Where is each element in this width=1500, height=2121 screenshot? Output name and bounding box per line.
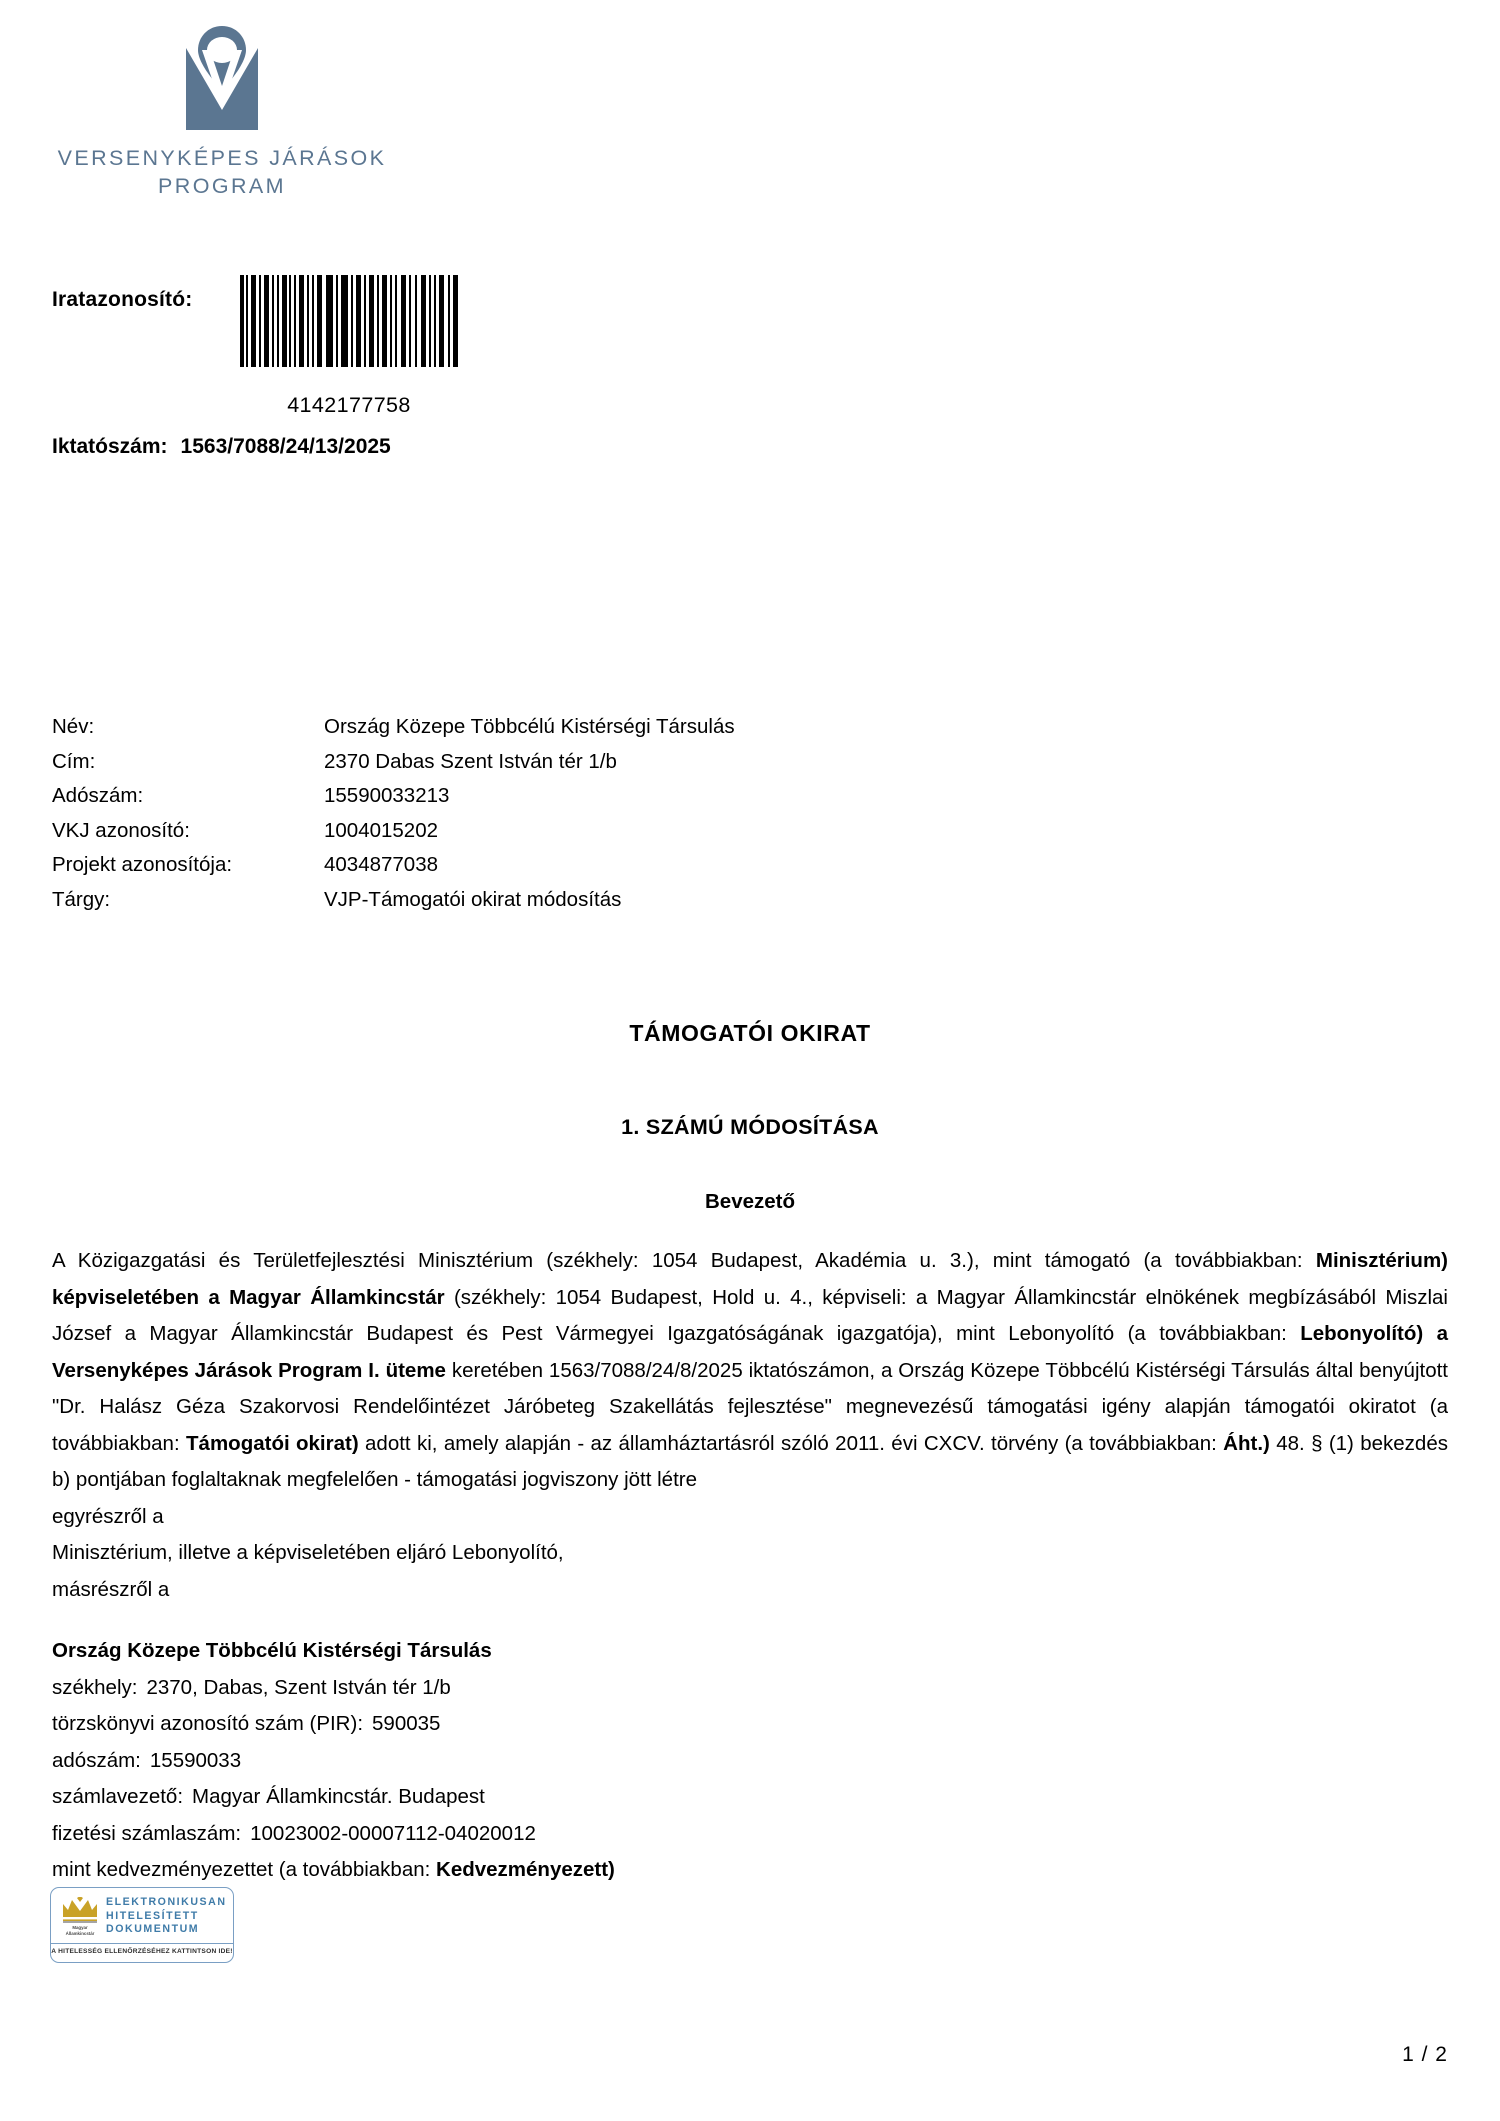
info-value-projekt: 4034877038 (324, 853, 439, 876)
line-egyreszrol: egyrészről a (52, 1504, 164, 1528)
beneficiary-szamlaszam (52, 1816, 615, 1853)
table-row (52, 814, 952, 849)
info-value-adoszam: 15590033213 (324, 784, 450, 807)
document-body (52, 1243, 1448, 1608)
electronic-authentication-badge[interactable] (50, 1887, 234, 1963)
program-logo (52, 26, 392, 201)
pir-label: törzskönyvi azonosító szám (PIR): (52, 1712, 364, 1735)
szamlavezeto-value: Magyar Államkincstár. Budapest (192, 1785, 485, 1808)
auth-line-2: HITELESÍTETT (106, 1909, 199, 1922)
info-key-projekt: Projekt azonosítója: (52, 853, 233, 876)
designation-bold: Kedvezményezett) (436, 1858, 615, 1881)
info-value-targy: VJP-Támogatói okirat módosítás (324, 887, 622, 911)
logo-text (52, 144, 392, 201)
info-value-nev: Ország Közepe Többcélú Kistérségi Társulás (324, 715, 735, 738)
info-value-cim: 2370 Dabas Szent István tér 1/b (324, 749, 617, 773)
para-bold-tamogatoi-okirat: Támogatói okirat) (186, 1431, 359, 1455)
para-bold-aht: Áht.) (1223, 1431, 1270, 1455)
adoszam-label: adószám: (52, 1748, 141, 1772)
beneficiary-designation (52, 1852, 615, 1889)
info-key-targy: Tárgy: (52, 887, 111, 911)
info-key-vkj: VKJ azonosító: (52, 818, 190, 842)
beneficiary-adoszam (52, 1743, 615, 1780)
page-subtitle: 1. SZÁMÚ MÓDOSÍTÁSA (621, 1115, 879, 1139)
iktatoszam-value: 1563/7088/24/13/2025 (180, 435, 391, 458)
logo-text-line2: PROGRAM (158, 174, 286, 199)
beneficiary-szamlavezeto (52, 1779, 615, 1816)
info-value-vkj: 1004015202 (324, 818, 439, 842)
table-row (52, 710, 952, 745)
crown-icon (57, 1897, 103, 1936)
designation-prefix: mint kedvezményezettet (a továbbiakban: (52, 1858, 437, 1881)
barcode (238, 275, 460, 367)
recipient-info-table (52, 710, 952, 917)
vjp-logo-mark (172, 26, 272, 134)
auth-badge-top (51, 1888, 233, 1943)
szamlavezeto-label: számlavezető: (52, 1785, 184, 1808)
barcode-number: 4142177758 (287, 393, 411, 417)
intro-paragraph (52, 1243, 1448, 1499)
mak-line2: Államkincstár (65, 1930, 95, 1936)
table-row (52, 745, 952, 780)
section-heading-bevezeto: Bevezető (704, 1190, 795, 1213)
szekhely-value: 2370, Dabas, Szent István tér 1/b (146, 1675, 451, 1699)
para-seg-3: keretében 1563/7088/24/8/2025 iktatószámon, a Ország Közepe Többcélú Kistérségi Társulás által benyújtott "Dr. Halász Géza Szakorvosi Rendelőintézet Járóbeteg Szakellátás fejlesztése" megnevezésű támogatási igény alapján támogatói okiratot (a továbbiakban: (52, 1358, 1448, 1455)
info-key-cim: Cím: (52, 749, 96, 773)
line-miniszterium: Minisztérium, illetve a képviseletében eljáró Lebonyolító, (52, 1541, 564, 1564)
para-seg-2: (székhely: 1054 Budapest, Hold u. 4., képviseli: a Magyar Államkincstár elnökének megbízásából Miszlai József a Magyar Államkincstár Budapest és Pest Vármegyei Igazgatóságának igazgatója), mint Lebonyolító (a továbbiakban: (52, 1285, 1448, 1345)
page-title: TÁMOGATÓI OKIRAT (629, 1020, 871, 1046)
mak-wordmark (57, 1925, 103, 1936)
szamlaszam-label: fizetési számlaszám: (52, 1821, 242, 1845)
iktatoszam (52, 435, 391, 459)
auth-line-3: DOKUMENTUM (106, 1923, 200, 1936)
info-key-adoszam: Adószám: (52, 784, 144, 807)
auth-line-1: ELEKTRONIKUSAN (106, 1896, 227, 1909)
para-seg-5: 48. § (1) bekezdés b) pontjában foglaltaknak megfelelően - támogatási jogviszony jött létre (52, 1431, 1448, 1491)
iktatoszam-label: Iktatószám: (52, 435, 168, 458)
iratazonosito-label: Iratazonosító: (52, 288, 193, 311)
pir-value: 590035 (372, 1712, 441, 1735)
info-key-nev: Név: (52, 715, 95, 738)
table-row (52, 883, 952, 918)
szekhely-label: székhely: (52, 1675, 138, 1699)
line-masreszrol: másrészről a (52, 1577, 170, 1601)
para-bold-lebonyolito: Lebonyolító) a Versenyképes Járások Program I. üteme (52, 1322, 1448, 1382)
beneficiary-details (52, 1633, 615, 1889)
para-seg-1: A Közigazgatási és Területfejlesztési Minisztérium (székhely: 1054 Budapest, Akadémia u. 3.), mint támogató (a továbbiakban: (52, 1249, 1316, 1272)
para-bold-miniszterium: Minisztérium) képviseletében a Magyar Államkincstár (52, 1249, 1448, 1309)
para-seg-4: adott ki, amely alapján - az államháztartásról szóló 2011. évi CXCV. törvény (a továbbiakban: (358, 1431, 1224, 1455)
adoszam-value: 15590033 (149, 1748, 242, 1772)
parties-intro-lines (52, 1499, 1448, 1609)
beneficiary-name: Ország Közepe Többcélú Kistérségi Társulás (52, 1639, 492, 1662)
mak-line1: Magyar (72, 1925, 88, 1930)
auth-badge-verify-link[interactable]: A HITELESSÉG ELLENŐRZÉSÉHEZ KATTINTSON IDE! (51, 1943, 233, 1955)
page-number: 1 / 2 (1402, 2043, 1448, 2066)
beneficiary-pir (52, 1706, 615, 1743)
beneficiary-szekhely (52, 1670, 615, 1707)
szamlaszam-value: 10023002-00007112-04020012 (250, 1821, 536, 1845)
logo-text-line1: VERSENYKÉPES JÁRÁSOK (57, 146, 387, 170)
table-row (52, 779, 952, 814)
table-row (52, 848, 952, 883)
auth-badge-text (103, 1896, 233, 1937)
